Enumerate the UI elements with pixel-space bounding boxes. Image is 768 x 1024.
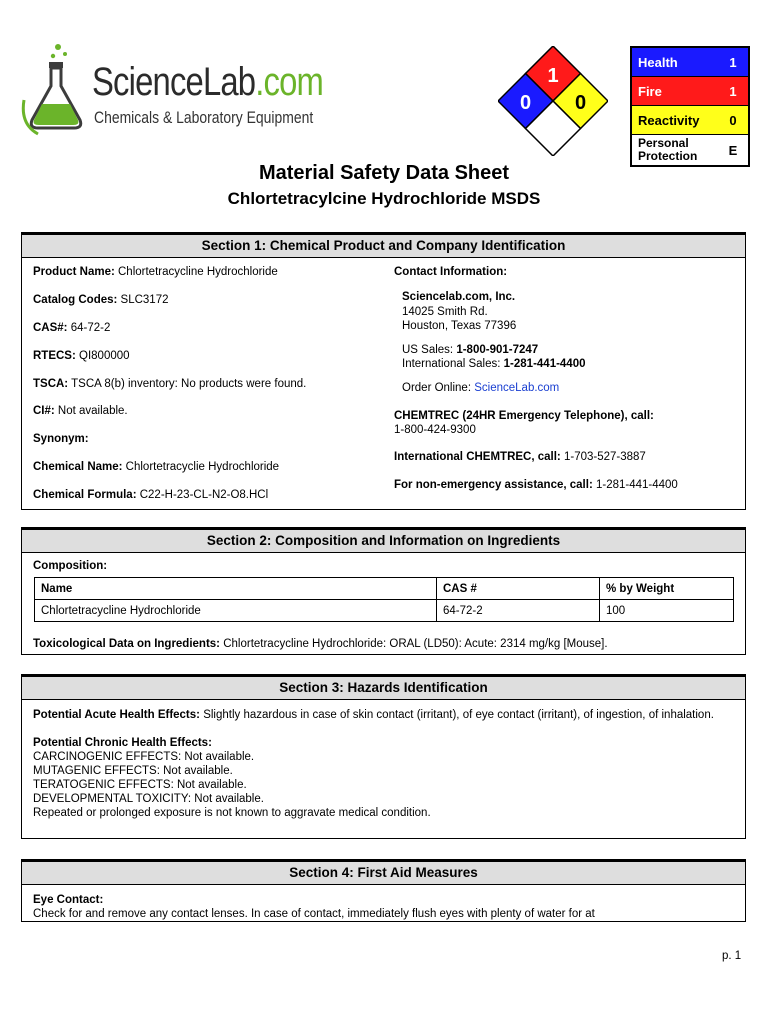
nfpa-diamond (498, 46, 608, 156)
tsca-field: TSCA: TSCA 8(b) inventory: No products were found. (33, 378, 307, 390)
ingredient-cas-cell: 64-72-2 (437, 600, 600, 622)
contact-label: Contact Information: (394, 266, 508, 278)
ingredient-weight-cell: 100 (600, 600, 734, 622)
table-row (35, 600, 734, 622)
carcinogenic-effects: CARCINOGENIC EFFECTS: Not available. (33, 751, 255, 763)
section-3-heading: Section 3: Hazards Identification (22, 677, 745, 700)
us-sales: US Sales: 1-800-901-7247 (402, 344, 539, 356)
chemical-name-field: Chemical Name: Chlortetracyclie Hydrochloride (33, 461, 280, 473)
catalog-codes-field: Catalog Codes: SLC3172 (33, 294, 169, 306)
section-4 (21, 859, 746, 922)
company-name: Sciencelab.com, Inc. (402, 291, 516, 303)
teratogenic-effects: TERATOGENIC EFFECTS: Not available. (33, 779, 247, 791)
ci-field: CI#: Not available. (33, 405, 128, 417)
hmis-ppe-row: Personal Protection E (632, 135, 748, 165)
column-header-weight: % by Weight (600, 578, 734, 600)
developmental-toxicity: DEVELOPMENTAL TOXICITY: Not available. (33, 793, 264, 805)
eye-contact-label: Eye Contact: (33, 894, 104, 906)
sciencelab-logo (18, 40, 324, 140)
chronic-health-effects-label: Potential Chronic Health Effects: (33, 737, 212, 749)
page-number: p. 1 (722, 950, 742, 962)
brand-name: ScienceLab.com (92, 60, 324, 104)
cas-field: CAS#: 64-72-2 (33, 322, 111, 334)
chemical-formula-field: Chemical Formula: C22-H-23-CL-N2-O8.HCl (33, 489, 269, 501)
ingredient-name-cell: Chlortetracycline Hydrochloride (35, 600, 437, 622)
brand-tagline: Chemicals & Laboratory Equipment (94, 108, 314, 127)
synonym-field: Synonym: (33, 433, 89, 445)
column-header-cas: CAS # (437, 578, 600, 600)
section-1 (21, 232, 746, 510)
first-aid-text (33, 893, 733, 921)
document-subtitle: Chlortetracylcine Hydrochloride MSDS (227, 189, 541, 208)
hmis-table (630, 46, 750, 167)
document-title: Material Safety Data Sheet (258, 162, 510, 184)
toxicological-data: Toxicological Data on Ingredients: Chlortetracycline Hydrochloride: ORAL (LD50): Acute: 2314 mg/kg [Mouse]. (33, 638, 608, 650)
composition-label: Composition: (33, 560, 108, 572)
order-online: Order Online: ScienceLab.com (402, 382, 560, 394)
flask-icon (18, 40, 88, 140)
hmis-health-row: Health 1 (632, 48, 748, 77)
section-1-heading: Section 1: Chemical Product and Company Identification (22, 235, 745, 258)
table-header-row (35, 578, 734, 600)
address-line-2: Houston, Texas 77396 (402, 320, 517, 332)
product-name-field: Product Name: Chlortetracycline Hydrochloride (33, 266, 278, 278)
international-chemtrec: International CHEMTREC, call: 1-703-527-3887 (394, 451, 646, 463)
acute-health-effects: Potential Acute Health Effects: Slightly hazardous in case of skin contact (irritant), of eye contact (irritant), of ingestion, of inhalation. (33, 709, 714, 721)
section-3 (21, 674, 746, 839)
hmis-fire-row: Fire 1 (632, 77, 748, 106)
column-header-name: Name (35, 578, 437, 600)
repeated-exposure-note: Repeated or prolonged exposure is not known to aggravate medical condition. (33, 807, 431, 819)
hazards-text (33, 708, 733, 820)
chemtrec-label: CHEMTREC (24HR Emergency Telephone), call: (394, 410, 654, 422)
chemtrec-phone: 1-800-424-9300 (394, 424, 476, 436)
hmis-reactivity-row: Reactivity 0 (632, 106, 748, 135)
nfpa-reactivity-value: 0 (574, 92, 587, 114)
rtecs-field: RTECS: QI800000 (33, 350, 130, 362)
sciencelab-link[interactable]: ScienceLab.com (474, 382, 560, 394)
non-emergency-assistance: For non-emergency assistance, call: 1-281-441-4400 (394, 479, 678, 491)
international-sales: International Sales: 1-281-441-4400 (402, 358, 586, 370)
address-line-1: 14025 Smith Rd. (402, 306, 488, 318)
section-2-heading: Section 2: Composition and Information on Ingredients (22, 530, 745, 553)
eye-contact-text: Check for and remove any contact lenses. In case of contact, immediately flush eyes with plenty of water for at (33, 908, 595, 920)
nfpa-fire-value: 1 (547, 65, 559, 87)
composition-table (34, 577, 734, 622)
nfpa-health-value: 0 (519, 92, 532, 114)
mutagenic-effects: MUTAGENIC EFFECTS: Not available. (33, 765, 233, 777)
section-2 (21, 527, 746, 655)
section-4-heading: Section 4: First Aid Measures (22, 862, 745, 885)
